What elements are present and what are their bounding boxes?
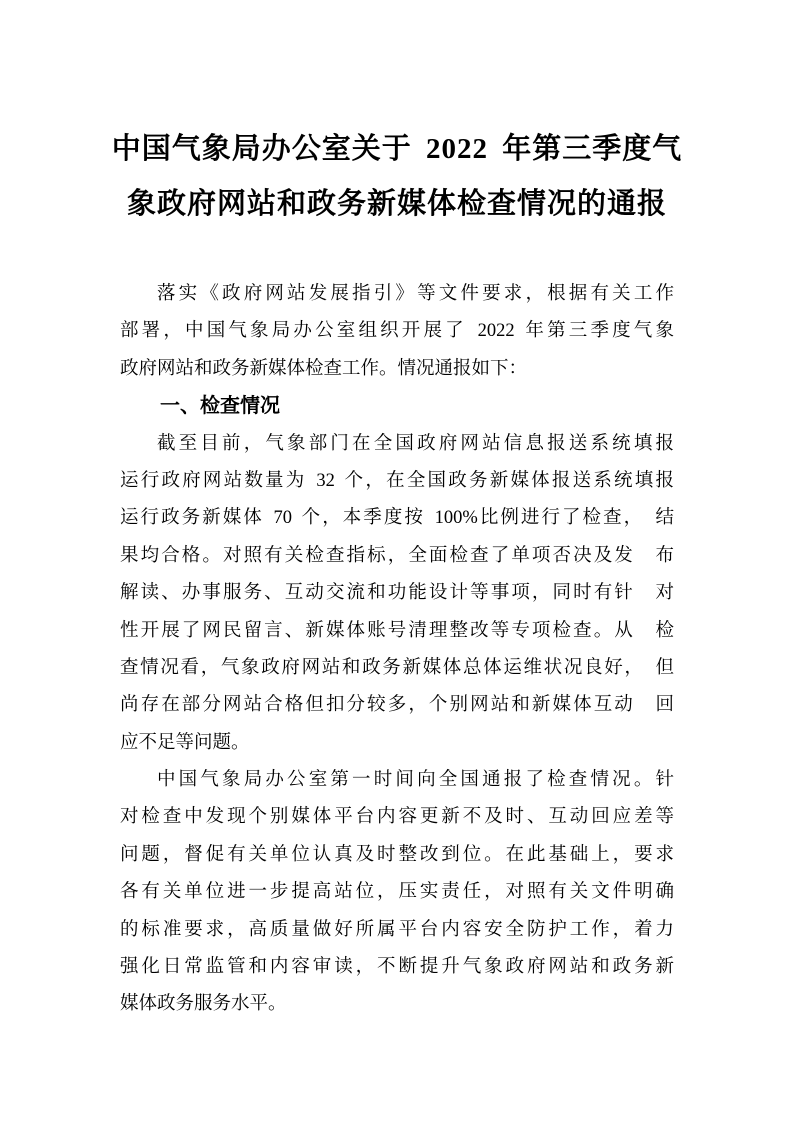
paragraph-2-line-9: 应不足等问题。 [120,732,250,753]
paragraph-2-line-6: 性开展了网民留言、新媒体账号清理整改等专项检查。从 检 [120,620,674,641]
paragraph-2-line-1: 截至目前，气象部门在全国政府网站信息报送系统填报 [157,433,674,454]
paragraph-2-line-4: 果均合格。对照有关检查指标，全面检查了单项否决及发 布 [120,545,674,566]
document-body [120,276,674,1024]
paragraph-3-line-4: 各有关单位进一步提高站位，压实责任，对照有关文件明确 [120,882,674,903]
paragraph-3-line-7: 媒体政务服务水平。 [120,994,287,1015]
paragraph-2-line-3: 运行政务新媒体 70 个，本季度按 100%比例进行了检查， 结 [120,508,674,529]
paragraph-3-line-5: 的标准要求，高质量做好所属平台内容安全防护工作，着力 [120,919,674,940]
paragraph-2-line-7: 查情况看，气象政府网站和政务新媒体总体运维状况良好， 但 [120,657,674,678]
document-title [62,122,732,232]
paragraph-2-line-2: 运行政府网站数量为 32 个，在全国政务新媒体报送系统填报 [120,470,674,491]
paragraph-1-line-2: 部署，中国气象局办公室组织开展了 2022 年第三季度气象 [120,321,674,342]
paragraph-1-line-1: 落实《政府网站发展指引》等文件要求，根据有关工作 [157,284,674,304]
paragraph-3-line-2: 对检查中发现个别媒体平台内容更新不及时、互动回应差等 [120,807,674,828]
paragraph-3-line-3: 问题，督促有关单位认真及时整改到位。在此基础上，要求 [120,844,674,865]
paragraph-3-line-1: 中国气象局办公室第一时间向全国通报了检查情况。针 [157,770,674,791]
paragraph-3-line-6: 强化日常监管和内容审读，不断提升气象政府网站和政务新 [120,957,674,978]
paragraph-2-line-5: 解读、办事服务、互动交流和功能设计等事项，同时有针 对 [120,583,674,604]
paragraph-2-line-8: 尚存在部分网站合格但扣分较多，个别网站和新媒体互动 回 [120,695,674,716]
section-heading-1: 一、检查情况 [160,395,280,418]
title-line-1: 中国气象局办公室关于 2022 年第三季度气 [111,133,683,165]
title-line-2: 象政府网站和政务新媒体检查情况的通报 [126,188,667,220]
paragraph-1-line-3: 政府网站和政务新媒体检查工作。情况通报如下： [120,358,528,379]
